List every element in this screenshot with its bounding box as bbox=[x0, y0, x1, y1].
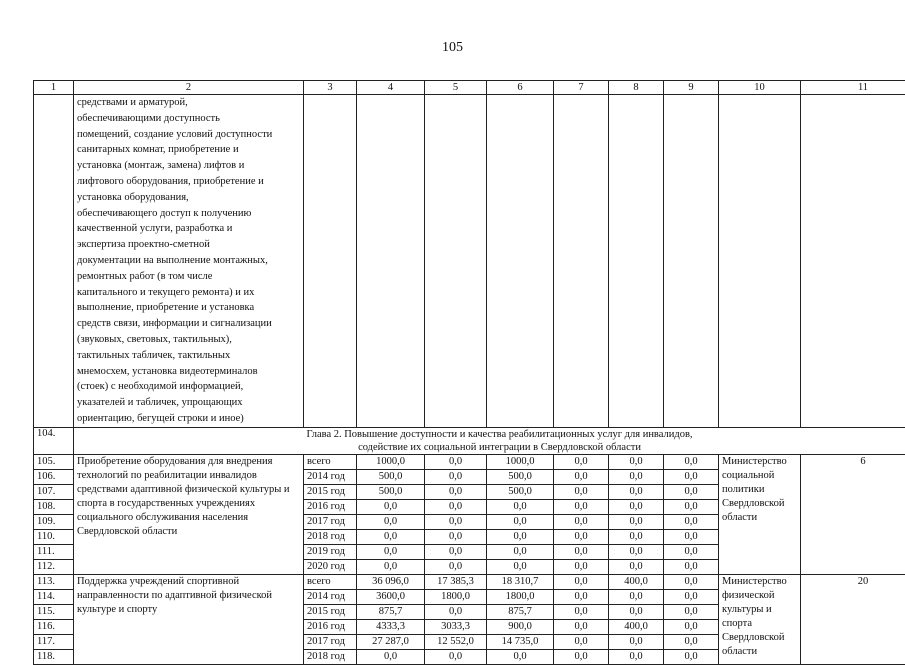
funding-value: 0,0 bbox=[554, 589, 609, 604]
column-number-header-row bbox=[34, 81, 905, 95]
funding-value: 0,0 bbox=[609, 544, 664, 559]
funding-value: 0,0 bbox=[554, 559, 609, 574]
row-number: 117. bbox=[34, 634, 74, 649]
funding-value: 0,0 bbox=[664, 649, 719, 664]
funding-value: 0,0 bbox=[664, 484, 719, 499]
funding-value: 0,0 bbox=[425, 499, 487, 514]
row-number: 109. bbox=[34, 514, 74, 529]
funding-value: 17 385,3 bbox=[425, 574, 487, 589]
funding-value: 0,0 bbox=[425, 514, 487, 529]
funding-value: 1800,0 bbox=[425, 589, 487, 604]
funding-value: 0,0 bbox=[609, 514, 664, 529]
period-label: 2017 год bbox=[304, 514, 357, 529]
funding-value: 0,0 bbox=[425, 559, 487, 574]
row-number: 106. bbox=[34, 469, 74, 484]
column-header: 9 bbox=[664, 81, 719, 95]
funding-value: 0,0 bbox=[609, 634, 664, 649]
chapter-row bbox=[34, 427, 905, 454]
program-table bbox=[33, 80, 905, 665]
funding-value: 0,0 bbox=[425, 469, 487, 484]
period-label: 2018 год bbox=[304, 529, 357, 544]
funding-value: 400,0 bbox=[609, 574, 664, 589]
continuation-description: средствами и арматурой, обеспечивающими доступность помещений, создание условий доступности санитарных комнат, приобретение и установка (монтаж, замена) лифтов и лифтового оборудования, приобретение и установка оборудования, обеспечивающего доступ к получению качественной услуги, разработка и экспертиза проектно-сметной документации на выполнение монтажных, ремонтных работ (в том числе капитального и текущего ремонта) и их выполнение, приобретение и установка средств связи, информации и сигнализации (звуковых, световых, тактильных), тактильных табличек, тактильных мнемосхем, установка видеотерминалов (стоек) с необходимой информацией, указателей и табличек, упрощающих ориентацию, бегущей строки и иное) bbox=[74, 95, 304, 428]
table-row bbox=[34, 454, 905, 469]
funding-value: 0,0 bbox=[664, 469, 719, 484]
funding-value: 500,0 bbox=[487, 469, 554, 484]
row-number: 116. bbox=[34, 619, 74, 634]
period-label: 2018 год bbox=[304, 649, 357, 664]
period-label: 2019 год bbox=[304, 544, 357, 559]
funding-value: 0,0 bbox=[487, 544, 554, 559]
column-header: 10 bbox=[719, 81, 801, 95]
funding-value: 0,0 bbox=[554, 634, 609, 649]
period-label: 2016 год bbox=[304, 619, 357, 634]
funding-value: 0,0 bbox=[487, 514, 554, 529]
funding-value: 0,0 bbox=[357, 514, 425, 529]
chapter-title-line: содействие их социальной интеграции в Свердловской области bbox=[77, 441, 905, 454]
funding-value: 1800,0 bbox=[487, 589, 554, 604]
row-number: 118. bbox=[34, 649, 74, 664]
funding-value: 14 735,0 bbox=[487, 634, 554, 649]
funding-value: 0,0 bbox=[554, 604, 609, 619]
continuation-row bbox=[34, 95, 905, 428]
chapter-title bbox=[74, 427, 905, 454]
page-number: 105 bbox=[0, 40, 905, 56]
funding-value: 0,0 bbox=[554, 529, 609, 544]
funding-value: 500,0 bbox=[357, 469, 425, 484]
funding-value: 0,0 bbox=[664, 544, 719, 559]
funding-value: 0,0 bbox=[664, 529, 719, 544]
row-number: 105. bbox=[34, 454, 74, 469]
funding-value: 0,0 bbox=[487, 499, 554, 514]
row-number: 114. bbox=[34, 589, 74, 604]
row-number: 113. bbox=[34, 574, 74, 589]
funding-value: 3033,3 bbox=[425, 619, 487, 634]
funding-value: 0,0 bbox=[554, 619, 609, 634]
period-label: 2015 год bbox=[304, 604, 357, 619]
funding-value: 0,0 bbox=[664, 499, 719, 514]
funding-value: 0,0 bbox=[487, 559, 554, 574]
funding-value: 0,0 bbox=[357, 529, 425, 544]
funding-value: 0,0 bbox=[554, 454, 609, 469]
column-header: 5 bbox=[425, 81, 487, 95]
column-header: 6 bbox=[487, 81, 554, 95]
executor-name: Министерство социальной политики Свердловской области bbox=[719, 454, 801, 574]
funding-value: 0,0 bbox=[609, 469, 664, 484]
funding-value: 0,0 bbox=[554, 499, 609, 514]
funding-value: 0,0 bbox=[425, 544, 487, 559]
funding-value: 0,0 bbox=[609, 604, 664, 619]
period-label: 2017 год bbox=[304, 634, 357, 649]
funding-value: 0,0 bbox=[664, 634, 719, 649]
row-number: 110. bbox=[34, 529, 74, 544]
period-label: всего bbox=[304, 574, 357, 589]
funding-value: 0,0 bbox=[554, 544, 609, 559]
target-indicator-ref: 20 bbox=[801, 574, 905, 664]
column-header: 2 bbox=[74, 81, 304, 95]
funding-value: 0,0 bbox=[357, 559, 425, 574]
funding-value: 18 310,7 bbox=[487, 574, 554, 589]
period-label: 2014 год bbox=[304, 589, 357, 604]
funding-value: 0,0 bbox=[664, 619, 719, 634]
funding-value: 0,0 bbox=[609, 589, 664, 604]
funding-value: 0,0 bbox=[664, 574, 719, 589]
column-header: 1 bbox=[34, 81, 74, 95]
funding-value: 0,0 bbox=[425, 529, 487, 544]
funding-value: 0,0 bbox=[609, 649, 664, 664]
column-header: 4 bbox=[357, 81, 425, 95]
funding-value: 0,0 bbox=[425, 484, 487, 499]
period-label: 2015 год bbox=[304, 484, 357, 499]
funding-value: 0,0 bbox=[664, 514, 719, 529]
funding-value: 0,0 bbox=[554, 514, 609, 529]
funding-value: 0,0 bbox=[609, 499, 664, 514]
funding-value: 0,0 bbox=[487, 649, 554, 664]
funding-value: 0,0 bbox=[664, 559, 719, 574]
table-row bbox=[34, 574, 905, 589]
executor-name: Министерство физической культуры и спорта Свердловской области bbox=[719, 574, 801, 664]
funding-value: 875,7 bbox=[357, 604, 425, 619]
period-label: 2014 год bbox=[304, 469, 357, 484]
funding-value: 875,7 bbox=[487, 604, 554, 619]
funding-value: 0,0 bbox=[664, 454, 719, 469]
target-indicator-ref: 6 bbox=[801, 454, 905, 574]
column-header: 11 bbox=[801, 81, 905, 95]
funding-value: 0,0 bbox=[357, 544, 425, 559]
funding-value: 1000,0 bbox=[487, 454, 554, 469]
funding-value: 0,0 bbox=[554, 484, 609, 499]
measure-description: Поддержка учреждений спортивной направленности по адаптивной физической культуре и спорту bbox=[74, 574, 304, 664]
funding-value: 0,0 bbox=[609, 484, 664, 499]
column-header: 7 bbox=[554, 81, 609, 95]
funding-value: 0,0 bbox=[487, 529, 554, 544]
period-label: 2016 год bbox=[304, 499, 357, 514]
funding-value: 0,0 bbox=[609, 559, 664, 574]
funding-value: 0,0 bbox=[425, 454, 487, 469]
funding-value: 36 096,0 bbox=[357, 574, 425, 589]
funding-value: 500,0 bbox=[357, 484, 425, 499]
funding-value: 500,0 bbox=[487, 484, 554, 499]
period-label: всего bbox=[304, 454, 357, 469]
row-number: 108. bbox=[34, 499, 74, 514]
funding-value: 4333,3 bbox=[357, 619, 425, 634]
funding-value: 0,0 bbox=[425, 604, 487, 619]
funding-value: 0,0 bbox=[554, 574, 609, 589]
funding-value: 0,0 bbox=[554, 469, 609, 484]
period-label: 2020 год bbox=[304, 559, 357, 574]
funding-value: 3600,0 bbox=[357, 589, 425, 604]
chapter-title-line: Глава 2. Повышение доступности и качества реабилитационных услуг для инвалидов, bbox=[77, 428, 905, 441]
row-number: 115. bbox=[34, 604, 74, 619]
row-number: 107. bbox=[34, 484, 74, 499]
funding-value: 0,0 bbox=[554, 649, 609, 664]
row-number: 104. bbox=[34, 427, 74, 454]
funding-value: 12 552,0 bbox=[425, 634, 487, 649]
funding-value: 0,0 bbox=[357, 649, 425, 664]
funding-value: 0,0 bbox=[609, 454, 664, 469]
funding-value: 0,0 bbox=[664, 604, 719, 619]
row-number: 112. bbox=[34, 559, 74, 574]
measure-description: Приобретение оборудования для внедрения технологий по реабилитации инвалидов средствами адаптивной физической культуры и спорта в государственных учреждениях социального обслуживания населения Свердловской области bbox=[74, 454, 304, 574]
funding-value: 1000,0 bbox=[357, 454, 425, 469]
funding-value: 900,0 bbox=[487, 619, 554, 634]
funding-value: 400,0 bbox=[609, 619, 664, 634]
funding-value: 0,0 bbox=[357, 499, 425, 514]
row-number: 111. bbox=[34, 544, 74, 559]
funding-value: 0,0 bbox=[425, 649, 487, 664]
column-header: 8 bbox=[609, 81, 664, 95]
funding-value: 27 287,0 bbox=[357, 634, 425, 649]
funding-value: 0,0 bbox=[609, 529, 664, 544]
column-header: 3 bbox=[304, 81, 357, 95]
funding-value: 0,0 bbox=[664, 589, 719, 604]
